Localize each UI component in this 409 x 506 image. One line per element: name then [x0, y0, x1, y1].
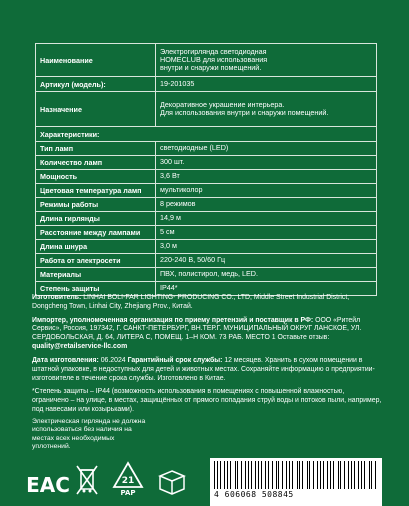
spec-table [35, 43, 377, 296]
spec-value-line: Электрогирлянда светодиодная [160, 48, 372, 56]
spec-row [36, 92, 376, 127]
barcode-bar [261, 461, 262, 489]
spec-value [156, 184, 376, 197]
spec-value [156, 268, 376, 281]
spec-row [36, 142, 376, 156]
spec-row [36, 212, 376, 226]
spec-value-line: Декоративное украшение интерьера. [160, 101, 372, 109]
spec-value-line: внутри и снаружи помещений. [160, 64, 372, 72]
barcode-bar [361, 461, 362, 489]
spec-key: Длина шнура [36, 240, 156, 253]
date-warranty-block [32, 357, 382, 383]
spec-key: Назначение [36, 92, 156, 126]
barcode-bar [302, 461, 303, 489]
spec-key: Наименование [36, 44, 156, 76]
barcode-bar [309, 461, 310, 489]
barcode-bar [317, 461, 318, 489]
recycle-label: PAP [120, 489, 135, 497]
spec-value-line: Для использования внутри и снаружи помещений. [160, 109, 372, 117]
manufacturer-block [32, 294, 382, 312]
date-text: 06.2024 [99, 357, 128, 364]
spec-key: Мощность [36, 170, 156, 183]
spec-key: Материалы [36, 268, 156, 281]
spec-value [156, 156, 376, 169]
barcode-bar [286, 461, 287, 489]
spec-row [36, 254, 376, 268]
barcode-bar [230, 461, 231, 489]
barcode-bar [214, 461, 215, 489]
barcode-bar [224, 461, 225, 489]
recycle-pap-icon [111, 460, 145, 496]
spec-value-line: IP44* [160, 284, 372, 292]
spec-value-line: 220-240 В, 50/60 Гц [160, 256, 372, 264]
importer-text: ООО «Ритейл Сервис», Россия, 197342, Г. САНКТ-ПЕТЕРБУРГ, ВН.ТЕР.Г. МУНИЦИПАЛЬНЫЙ ОКРУГ ЛАНСКОЕ, УЛ. СЕРДОБОЛЬСКАЯ, Д. 64, ЛИТЕРА С, ПОМЕЩ. 1–Н КОМ. 73 РАБ. МЕСТО 1 Оставьте отзыв: [32, 317, 361, 342]
spec-value-line: 3,6 Вт [160, 172, 372, 180]
spec-key: Расстояние между лампами [36, 226, 156, 239]
spec-row [36, 198, 376, 212]
spec-value [156, 240, 376, 253]
importer-label: Импортер, уполномоченная организация по приему претензий и поставщик в РФ: [32, 317, 313, 324]
spec-row [36, 226, 376, 240]
spec-value [156, 77, 376, 91]
barcode-bar [369, 461, 370, 489]
recycle-number: 21 [122, 476, 135, 486]
spec-section-header [36, 127, 376, 142]
spec-value [156, 198, 376, 211]
spec-row [36, 268, 376, 282]
eac-text: EAC [26, 473, 70, 497]
spec-key: Длина гирлянды [36, 212, 156, 225]
barcode-bar [282, 461, 283, 489]
barcode-bar [276, 461, 277, 489]
spec-value-line: 14,9 м [160, 214, 372, 222]
footer-info [32, 294, 382, 420]
spec-row [36, 170, 376, 184]
spec-key: Характеристики: [36, 127, 376, 141]
barcode-bar [265, 461, 266, 489]
spec-value [156, 226, 376, 239]
spec-row [36, 44, 376, 77]
manufacturer-text: LINHAI BOLI-FAR LIGHTING- PRODUCING CO., LTD, Middle Street Industrial District, Dongcheng Town, Linhai City, Zhejiang Prov., Китай. [32, 294, 349, 310]
spec-value-line: 300 шт. [160, 158, 372, 166]
spec-value-line: 19-201035 [160, 80, 372, 88]
barcode-number: 4 606068 508845 [214, 490, 378, 499]
barcode-bar [348, 461, 349, 489]
barcode-bar [327, 461, 328, 489]
spec-value-line: мультиколор [160, 186, 372, 194]
barcode-bar [241, 461, 242, 489]
spec-row [36, 77, 376, 92]
warranty-label: Гарантийный срок службы: [128, 357, 223, 364]
spec-key: Артикул (модель): [36, 77, 156, 91]
spec-row [36, 156, 376, 170]
spec-value [156, 44, 376, 76]
eac-mark-icon [33, 470, 63, 496]
spec-key: Тип ламп [36, 142, 156, 155]
spec-value-line: HOMECLUB для использования [160, 56, 372, 64]
spec-value [156, 142, 376, 155]
barcode-bars [214, 461, 378, 489]
spec-key: Количество ламп [36, 156, 156, 169]
spec-value [156, 170, 376, 183]
spec-value-line: светодиодные (LED) [160, 144, 372, 152]
spec-value [156, 254, 376, 267]
date-label: Дата изготовления: [32, 357, 99, 364]
carton-box-icon [157, 468, 187, 496]
warning-text: Электрическая гирлянда не должна использоваться без наличия на местах всех необходимых уплотнений. [32, 418, 152, 452]
weee-bin-icon [75, 464, 99, 496]
spec-value-line: 3,0 м [160, 242, 372, 250]
warranty-text: 12 месяцев. Хранить в сухом помещении в штатной упаковке, в недоступных для детей и животных местах. Сохраняйте информацию о предприятии-изготовителе в течение срока службы. Изготовлено в Китае. [32, 357, 375, 382]
spec-value-line: 5 см [160, 228, 372, 236]
barcode-bar [292, 461, 293, 489]
spec-key: Работа от электросети [36, 254, 156, 267]
barcode-bar [358, 461, 359, 489]
barcode-bar [330, 461, 331, 489]
manufacturer-label: Изготовитель: [32, 294, 81, 301]
importer-block [32, 317, 382, 352]
barcode-bar [235, 461, 236, 489]
spec-key: Степень защиты [36, 282, 156, 295]
spec-key: Режимы работы [36, 198, 156, 211]
spec-value-line: 8 режимов [160, 200, 372, 208]
spec-row [36, 184, 376, 198]
certification-marks [33, 460, 187, 496]
importer-email: quality@retailservice-llc.com [32, 343, 127, 350]
barcode-bar [251, 461, 252, 489]
spec-value-line: ПВХ, полистирол, медь, LED. [160, 270, 372, 278]
ip-note: *Степень защиты – IP44 (возможность использования в помещениях с повышенной влажностью, ограничено – на улице, в местах, защищённых от прямого попадания струй воды и потоков пыли, например, под навесами или козырьками). [32, 388, 382, 414]
spec-row [36, 240, 376, 254]
spec-key: Цветовая температура ламп [36, 184, 156, 197]
spec-value [156, 212, 376, 225]
spec-value [156, 92, 376, 126]
barcode-bar [340, 461, 341, 489]
barcode [210, 458, 382, 506]
